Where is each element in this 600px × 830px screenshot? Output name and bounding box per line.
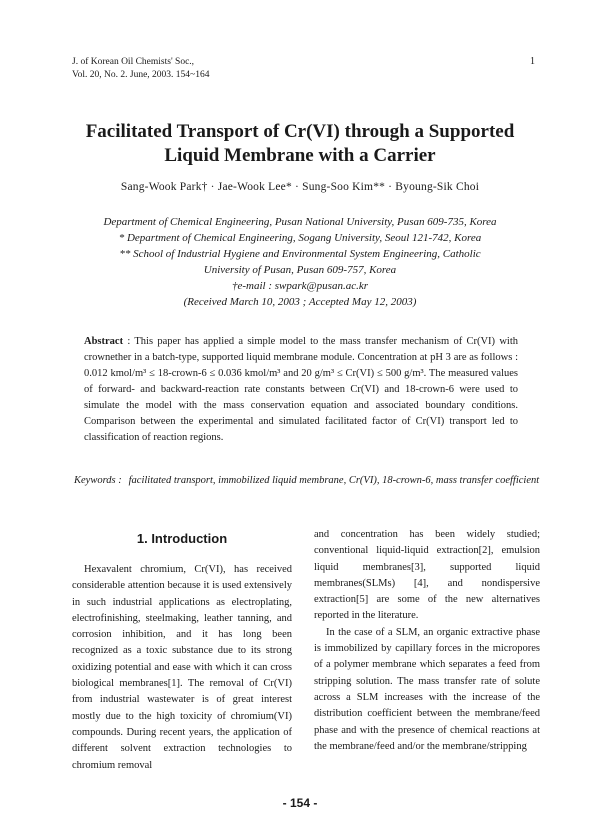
email-line: †e-mail : swpark@pusan.ac.kr <box>232 280 368 292</box>
page-number: - 154 - <box>282 796 318 810</box>
keywords-label: Keywords : <box>74 475 122 486</box>
journal-citation <box>72 56 209 82</box>
keywords <box>74 473 544 488</box>
intro-paragraph: In the case of a SLM, an organic extractive phase is immobilized by capillary forces in the micropores of a polymer membrane which separates a feed from stripping solution. The mass transfer rate of solute across a SLM increases with the increase of the distribution coefficient between the membrane/feed phase and with the presence of chemical reactions at the membrane/feed and/or the membrane/stripping <box>314 626 540 752</box>
affiliation-line: University of Pusan, Pusan 609-757, Korea <box>203 264 397 276</box>
journal-line-1: J. of Korean Oil Chemists' Soc., <box>72 57 195 67</box>
keywords-text: facilitated transport, immobilized liquid membrane, Cr(VI), 18-crown-6, mass transfer coefficient <box>128 475 540 486</box>
abstract <box>84 334 518 446</box>
journal-line-2: Vol. 20, No. 2. June, 2003. 154~164 <box>72 70 210 80</box>
right-column <box>314 527 540 755</box>
intro-paragraph: Hexavalent chromium, Cr(VI), has received considerable attention because it is used extensively in such industrial applications as electroplating, electrofinishing, steelmaking, leather tanning, and corrosion inhibition, and it has long been recognized as a toxic substance due to its strong oxidizing potential and ease with which it can cross biological membranes[1]. The removal of Cr(VI) from industrial wastewater is of great interest mostly due to the high toxicity of chromium(VI) compounds. During recent years, the application of different solvent extraction technologies to chromium removal <box>72 564 292 771</box>
intro-paragraph-continued: and concentration has been widely studied; conventional liquid-liquid extraction[2], emulsion liquid membranes[3], supported liquid membranes(SLMs) [4], and nondispersive extraction[5] are some of the new alternatives reported in the literature. <box>314 529 540 622</box>
affiliation-line: * Department of Chemical Engineering, Sogang University, Seoul 121-742, Korea <box>118 232 482 244</box>
section-heading: 1. Introduction <box>136 531 228 546</box>
abstract-text: : This paper has applied a simple model to the mass transfer mechanism of Cr(VI) with crownether in a batch-type, supported liquid membrane module. Concentration at pH 3 are as follows : 0.012 kmol/m³ ≤ 18-crown-6 ≤ 0.036 kmol/m³ and 20 g/m³ ≤ Cr(VI) ≤ 500 g/m³. The measured values of forward- and backward-reaction rate constants between Cr(VI) and 18-crown-6 were used to simulate the model with the mass conservation equation and associated boundary conditions. Comparison between the experimental and simulated facilitated factor of Cr(VI) transport led to classification of reaction regions. <box>84 336 518 443</box>
title-line-1: Facilitated Transport of Cr(VI) through a Supported <box>85 121 515 142</box>
received-line: (Received March 10, 2003 ; Accepted May 12, 2003) <box>183 296 417 308</box>
affiliation-line: Department of Chemical Engineering, Pusan National University, Pusan 609-735, Korea <box>103 216 497 228</box>
title-line-2: Liquid Membrane with a Carrier <box>164 145 436 166</box>
corner-page-number: 1 <box>530 56 535 67</box>
affiliations <box>50 214 550 310</box>
abstract-label: Abstract <box>84 336 124 347</box>
paper-title <box>40 120 560 168</box>
affiliation-line: ** School of Industrial Hygiene and Environmental System Engineering, Catholic <box>119 248 481 260</box>
left-column <box>72 562 292 774</box>
author-list: Sang-Wook Park† · Jae-Wook Lee* · Sung-Soo Kim** · Byoung-Sik Choi <box>120 181 480 193</box>
